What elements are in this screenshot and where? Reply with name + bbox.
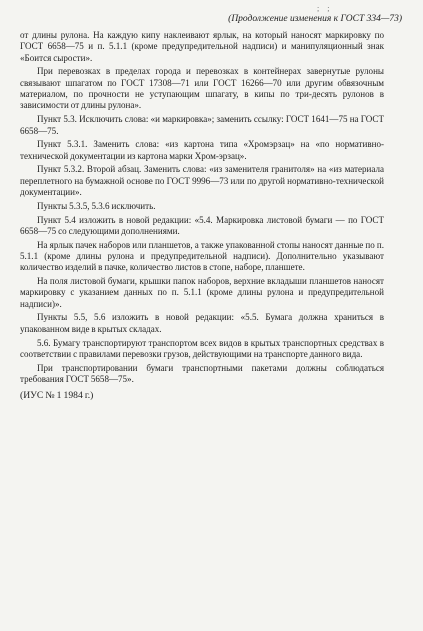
paragraph: Пункты 5.5, 5.6 изложить в новой редакции: «5.5. Бумага должна храниться в упакованном виде в крытых складах. [20, 312, 384, 334]
scan-marks: ; ; [317, 4, 333, 13]
paragraph: 5.6. Бумагу транспортируют транспортом всех видов в крытых транспортных средствах в соответствии с правилами перевозки грузов, действующими на транспорте данного вида. [20, 337, 384, 359]
paragraph: Пункт 5.3.2. Второй абзац. Заменить слова: «из заменителя гранитоля» на «из материала переплетного на бумажной основе по ГОСТ 9996—73 или по другой нормативно-технической документации». [20, 164, 384, 198]
paragraph: Пункт 5.4 изложить в новой редакции: «5.4. Маркировка листовой бумаги — по ГОСТ 6658—75 со следующими дополнениями. [20, 214, 384, 236]
paragraph: от длины рулона. На каждую кипу наклеивают ярлык, на который наносят маркировку по ГОСТ 6658—75 и п. 5.1.1 (кроме предупредительной надписи) и манипуляционный знак «Боится сырости». [20, 30, 384, 63]
signature: (ИУС № 1 1984 г.) [20, 390, 94, 402]
paragraph: Пункт 5.3. Исключить слова: «и маркировка»; заменить ссылку: ГОСТ 1641—75 на ГОСТ 6658—75. [20, 114, 384, 136]
paragraph: Пункт 5.3.1. Заменить слова: «из картона типа «Хромэрзац» на «по нормативно-технической документации из картона марки Хром-эрзац». [20, 139, 384, 161]
paragraph: При транспортировании бумаги транспортными пакетами должны соблюдаться требования ГОСТ 5658—75». [20, 362, 384, 384]
paragraph: На поля листовой бумаги, крышки папок наборов, верхние вкладыши планшетов наносят маркировку с указанием данных по п. 5.1.1 (кроме длины рулона и предупредительной надписи)». [20, 276, 384, 309]
paragraph: При перевозках в пределах города и перевозках в контейнерах завернутые рулоны связывают шпагатом по ГОСТ 17308—71 или ГОСТ 16266—70 или другим обвязочным материалом, по прочности не уступающим шпагату, в кипы по три-десять рулонов в зависимости от длины рулона». [20, 66, 384, 111]
continuation-header: (Продолжение изменения к ГОСТ 334—73) [228, 14, 402, 24]
paragraph: Пункты 5.3.5, 5.3.6 исключить. [37, 200, 156, 211]
paragraph: На ярлык пачек наборов или планшетов, а также упакованной стопы наносят данные по п. 5.1.1 (кроме длины рулона и предупредительной надписи). Дополнительно указывают количество изделий в пачке, количество листов в стопе, наборе, планшете. [20, 239, 384, 273]
document-body [20, 30, 384, 402]
